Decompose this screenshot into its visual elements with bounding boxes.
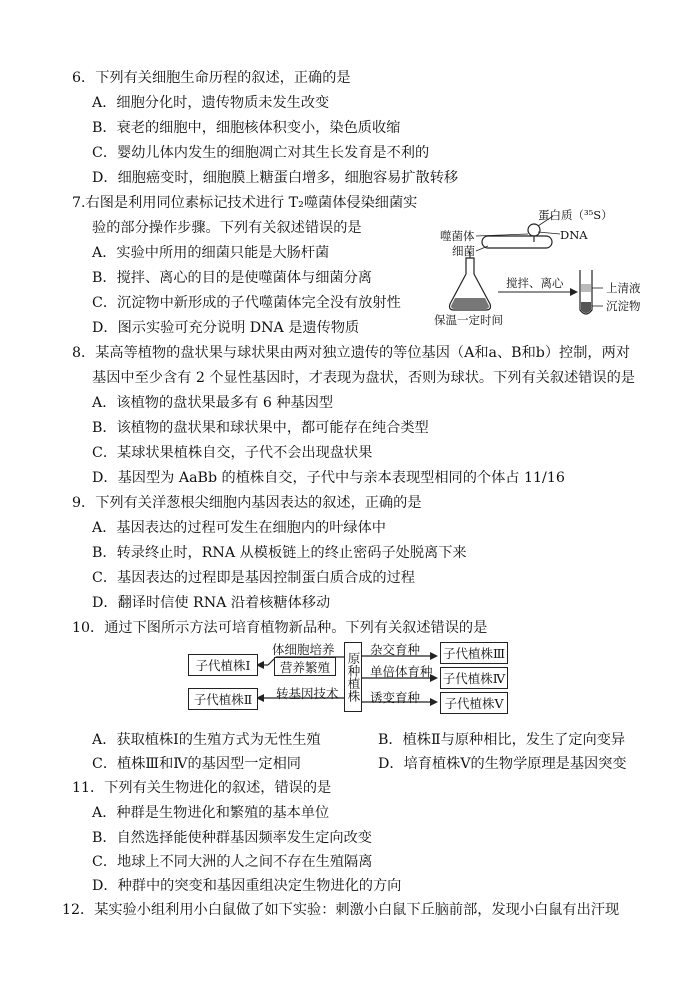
q8-option-a: A．该植物的盘状果最多有 6 种基因型 [92,395,334,411]
q8-option-b: B．该植物的盘状果和球状果中，都可能存在纯合类型 [92,420,429,436]
q7-option-d: D．图示实验可充分说明 DNA 是遗传物质 [92,320,360,336]
q10-option-b: B．植株Ⅱ与原种相比，发生了定向变异 [378,732,626,748]
q9-stem: 9．下列有关洋葱根尖细胞内基因表达的叙述，正确的是 [72,495,422,511]
q11-option-b: B．自然选择能使种群基因频率发生定向改变 [92,830,372,846]
plant-4-box [440,667,508,689]
vegetative-box [274,657,336,676]
q11-option-a: A．种群是生物进化和繁殖的基本单位 [92,805,330,821]
mutation-label: 诱变育种 [370,690,421,705]
q6-option-c: C．婴幼儿体内发生的细胞凋亡对其生长发育是不利的 [92,145,430,161]
plant-2-box [188,688,258,710]
q9-option-b: B．转录终止时，RNA 从模板链上的终止密码子处脱离下来 [92,545,467,561]
q11-stem: 11．下列有关生物进化的叙述，错误的是 [72,780,332,796]
plant-1-label: 子代植株Ⅰ [195,658,251,673]
figure-label-phage: 噬菌体 [440,229,475,243]
q7-option-b: B．搅拌、离心的目的是使噬菌体与细菌分离 [92,270,372,286]
q8-stem-line2: 基因中至少含有 2 个显性基因时，才表现为盘状，否则为球状。下列有关叙述错误的是 [92,370,635,386]
q10-stem: 10．通过下图所示方法可培育植物新品种。下列有关叙述错误的是 [72,620,488,636]
q10-option-d: D．培育植株Ⅴ的生物学原理是基因突变 [378,756,627,772]
q6-option-b: B．衰老的细胞中，细胞核体积变小，染色质收缩 [92,120,401,136]
origin-plant-label: 原种植株 [346,652,361,702]
plant-5-box [440,692,508,714]
q10-option-c: C．植株Ⅲ和Ⅳ的基因型一定相同 [92,756,301,772]
q11-option-d: D．种群中的突变和基因重组决定生物进化的方向 [92,878,402,894]
figure-label-dna: DNA [560,228,588,242]
q8-option-c: C．某球状果植株自交，子代不会出现盘状果 [92,445,373,461]
vegetative-label: 营养繁殖 [279,659,330,675]
plant-4-label: 子代植株Ⅳ [442,671,506,686]
q6-option-d: D．细胞癌变时，细胞膜上糖蛋白增多，细胞容易扩散转移 [92,170,459,186]
haploid-label: 单倍体育种 [370,664,433,679]
culture-label: 体细胞培养 [272,642,335,657]
plant-3-box [440,642,508,664]
plant-2-label: 子代植株Ⅱ [193,692,253,707]
figure-label-sediment: 沉淀物 [606,299,641,313]
q8-stem-line1: 8．某高等植物的盘状果与球状果由两对独立遗传的等位基因（A和a、B和b）控制，两对 [72,345,630,361]
q9-option-a: A．基因表达的过程可发生在细胞内的叶绿体中 [92,520,386,536]
plant-3-label: 子代植株Ⅲ [442,646,506,661]
transgenic-label: 转基因技术 [276,686,339,701]
q7-stem-line2: 验的部分操作步骤。下列有关叙述错误的是 [92,220,362,236]
q11-option-c: C．地球上不同大洲的人之间不存在生殖隔离 [92,854,373,870]
q8-option-d: D．基因型为 AaBb 的植株自交，子代中与亲本表现型相同的个体占 11/16 [92,470,565,486]
figure-label-protein: 蛋白质（³⁵S） [538,208,613,222]
q6-stem: 6．下列有关细胞生命历程的叙述，正确的是 [72,70,351,86]
q7-option-c: C．沉淀物中新形成的子代噬菌体完全没有放射性 [92,295,401,311]
figure-label-supernatant: 上清液 [606,281,641,295]
figure-label-bacteria: 细菌 [452,244,475,258]
q10-option-a: A．获取植株Ⅰ的生殖方式为无性生殖 [92,732,321,748]
hybrid-label: 杂交育种 [370,642,421,657]
plant-5-label: 子代植株Ⅴ [444,696,504,711]
figure-label-incubate: 保温一定时间 [434,313,503,327]
q7-stem-line1: 7.右图是利用同位素标记技术进行 T₂噬菌体侵染细菌实 [72,195,418,211]
q9-option-d: D．翻译时信使 RNA 沿着核糖体移动 [92,595,331,611]
bacterium-shape [482,236,552,248]
origin-plant-box [344,642,362,712]
plant-1-box [188,654,258,676]
figure-label-stir: 搅拌、离心 [506,276,564,290]
q7-option-a: A．实验中所用的细菌只能是大肠杆菌 [92,245,330,261]
q6-option-a: A．细胞分化时，遗传物质未发生改变 [92,95,330,111]
q12-stem: 12．某实验小组利用小白鼠做了如下实验：刺激小白鼠下丘脑前部，发现小白鼠有出汗现 [62,902,620,918]
q9-option-c: C．基因表达的过程即是基因控制蛋白质合成的过程 [92,570,415,586]
